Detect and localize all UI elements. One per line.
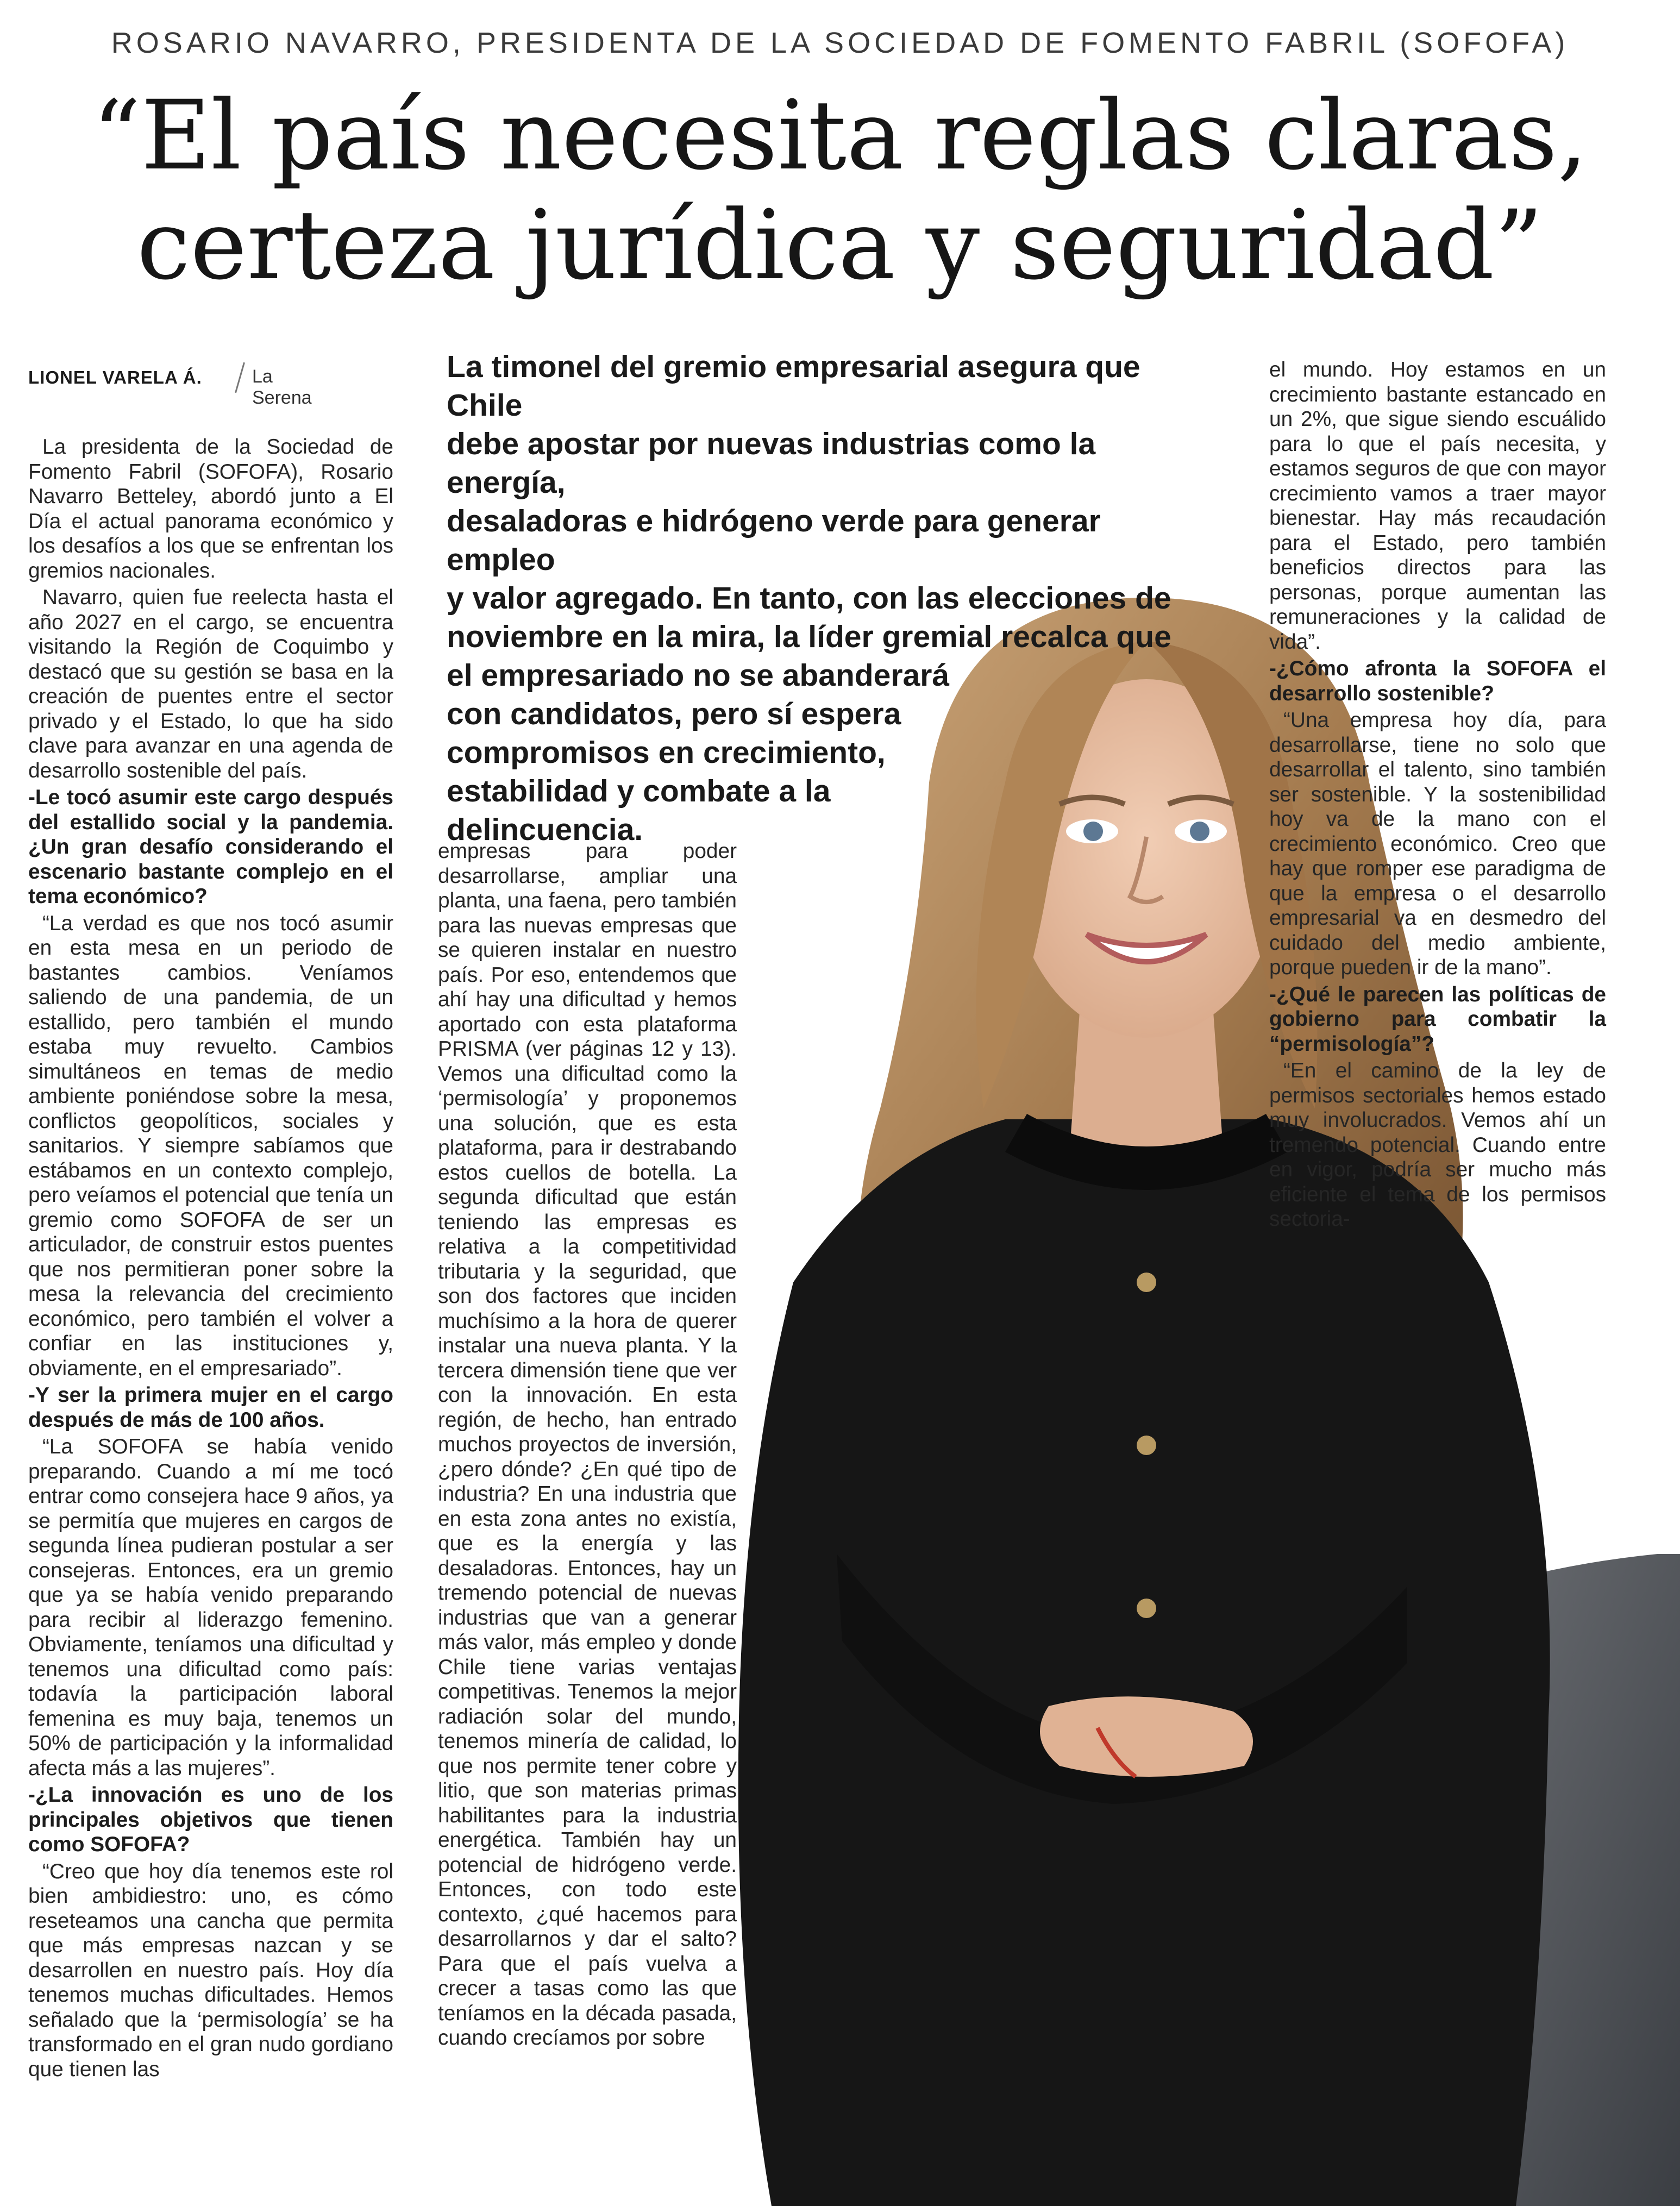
hands-shape xyxy=(1040,1696,1253,1777)
deck-line: y valor agregado. En tanto, con las elecciones de xyxy=(447,581,1171,616)
headline-line-2: certeza jurídica y seguridad” xyxy=(136,190,1544,301)
deck-line: con candidatos, pero sí espera xyxy=(447,697,901,731)
deck-line: estabilidad y combate a la xyxy=(447,774,831,809)
interview-answer: “Una empresa hoy día, para desarrollarse, tiene no solo que desarrollar el talento, sino también ser sostenible. Y la sostenibilidad hoy va de la mano con el crecimiento económico. Creo que hay que romper ese paradigma de que la empresa o el desarrollo empresarial va en desmedro del cuidado del medio ambiente, porque pueden ir de la mano”. xyxy=(1269,709,1606,979)
interview-answer: “En el camino de la ley de permisos sectoriales hemos estado muy involucrados. Vemos ahí un tremendo potencial. Cuando entre en vigor, podría ser mucho más eficiente el tema de los permisos sectoria- xyxy=(1269,1059,1606,1231)
deck-line: desaladoras e hidrógeno verde para generar empleo xyxy=(447,504,1101,577)
interview-question: -¿Qué le parecen las políticas de gobierno para combatir la “permisología”? xyxy=(1269,982,1606,1056)
interview-answer: empresas para poder desarrollarse, ampliar una planta, una faena, pero también para las nuevas empresas que se quieren instalar en nuestro país. Por eso, entendemos que ahí hay una dificultad y hemos aportado con esta plataforma PRISMA (ver páginas 12 y 13). Vemos una dificultad como la ‘permisología’ y proponemos una solución, que es esta plataforma, para ir destrabando estos cuellos de botella. La segunda dificultad que están teniendo las empresas es relativa a la competitividad tributaria y la seguridad, que son dos factores que inciden muchísimo a la hora de querer instalar una nueva planta. Y la tercera dimensión tiene que ver con la innovación. En esta región, de hecho, han entrado muchos proyectos de inversión, ¿pero dónde? ¿En qué tipo de industria? En una industria que en esta zona antes no existía, que es la energía y las desaladoras. Entonces, hay un tremendo potencial de nuevas industrias que van a generar más valor, más empleo y donde Chile tiene varias ventajas competitivas. Tenemos la mejor radiación solar del mundo, tenemos minería de calidad, lo que nos permite tener cobre y litio, que son materias primas habilitantes para la industria energética. También hay un potencial de hidrógeno verde. Entonces, con todo este contexto, ¿qué hacemos para desarrollarnos y dar el salto? Para que el país vuelva a crecer a tasas como las que teníamos en la década pasada, cuando crecíamos por sobre xyxy=(438,839,737,2050)
article-column-2 xyxy=(438,839,737,2053)
paragraph: La presidenta de la Sociedad de Fomento Fabril (SOFOFA), Rosario Navarro Betteley, abordó junto a El Día el actual panorama económico y los desafíos a los que se enfrentan los gremios nacionales. xyxy=(28,435,393,582)
interview-answer: “Creo que hoy día tenemos este rol bien ambidiestro: uno, es cómo reseteamos una cancha que permita que más empresas nazcan y se desarrollen en nuestro país. Hoy día tenemos muchas dificultades. Hemos señalado que la ‘permisología’ se ha transformado en el gran nudo gordiano que tienen las xyxy=(28,1859,393,2081)
interview-answer: el mundo. Hoy estamos en un crecimiento bastante estancado en un 2%, que sigue siendo escuálido para lo que el país necesita, y estamos seguros de que con mayor crecimiento vamos a traer mayor bienestar. Hay más recaudación para el Estado, pero también beneficios directos para las personas, porque aumentan las remuneraciones y la calidad de vida”. xyxy=(1269,358,1606,654)
interview-question: -Le tocó asumir este cargo después del estallido social y la pandemia. ¿Un gran desafío considerando el escenario bastante complejo en el tema económico? xyxy=(28,786,393,908)
kicker: ROSARIO NAVARRO, PRESIDENTA DE LA SOCIEDAD DE FOMENTO FABRIL (SOFOFA) xyxy=(111,27,1569,59)
article-column-3 xyxy=(1269,358,1606,1234)
deck-line: el empresariado no se abanderará xyxy=(447,658,950,693)
interview-answer: “La verdad es que nos tocó asumir en esta mesa en un periodo de bastantes cambios. Veníamos saliendo de una pandemia, de un estallido, pero también el mundo estaba muy revuelto. Cambios simultáneos en temas de medio ambiente poniéndose sobre la mesa, conflictos geopolíticos, sociales y sanitarios. Y siempre sabíamos que estábamos en un contexto complejo, pero veíamos el potencial que tenía un gremio como SOFOFA de ser un articulador, de construir estos puentes que nos permitieran poner sobre la mesa la relevancia del crecimiento económico, pero también el volver a confiar en las instituciones y, obviamente, en el empresariado”. xyxy=(28,911,393,1380)
deck-line: delincuencia. xyxy=(447,812,643,847)
deck-intro xyxy=(447,348,1196,849)
byline xyxy=(28,360,333,408)
byline-divider xyxy=(235,362,245,393)
deck-line: debe apostar por nuevas industrias como la energía, xyxy=(447,427,1096,500)
deck-line: La timonel del gremio empresarial asegura que Chile xyxy=(447,349,1140,423)
interview-question: -¿La innovación es uno de los principales objetivos que tienen como SOFOFA? xyxy=(28,1783,393,1856)
byline-place: La Serena xyxy=(252,366,312,408)
byline-author: LIONEL VARELA Á. xyxy=(28,367,202,387)
interview-question: -Y ser la primera mujer en el cargo después de más de 100 años. xyxy=(28,1383,393,1432)
interview-question: -¿Cómo afronta la SOFOFA el desarrollo sostenible? xyxy=(1269,657,1606,705)
paragraph: Navarro, quien fue reelecta hasta el año 2027 en el cargo, se encuentra visitando la Región de Coquimbo y destacó que su gestión se basa en la creación de puentes entre el sector privado y el Estado, lo que ha sido clave para avanzar en una agenda de desarrollo sostenible del país. xyxy=(28,586,393,782)
interview-answer: “La SOFOFA se había venido preparando. Cuando a mí me tocó entrar como consejera hace 9 años, ya se permitía que mujeres en cargos de segunda línea pudieran postular a ser consejeras. Entonces, era un gremio que ya se había venido preparando para recibir al liderazgo femenino. Obviamente, teníamos una dificultad y tenemos una dificultad como país: todavía la participación laboral femenina es muy baja, tenemos un 50% de participación y la informalidad afecta más a las mujeres”. xyxy=(28,1435,393,1780)
deck-line: compromisos en crecimiento, xyxy=(447,735,886,770)
headline-line-1: “El país necesita reglas claras, xyxy=(92,80,1588,191)
article-column-1 xyxy=(28,435,393,2084)
deck-line: noviembre en la mira, la líder gremial recalca que xyxy=(447,619,1171,654)
